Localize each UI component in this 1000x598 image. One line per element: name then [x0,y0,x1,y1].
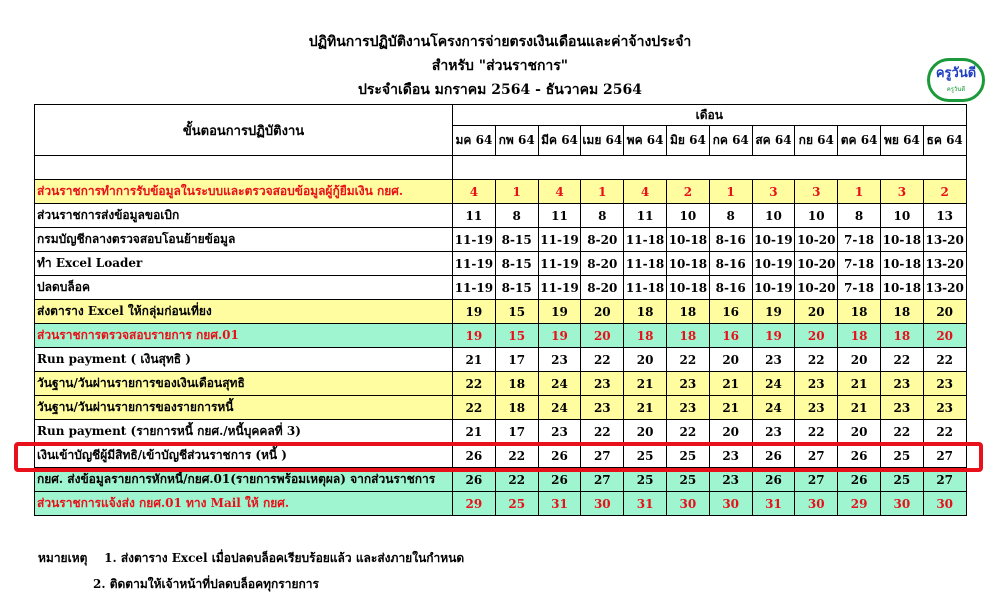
date-cell: 20 [581,324,624,348]
date-cell: 23 [880,396,923,420]
table-row [35,444,967,468]
date-cell: 1 [709,180,752,204]
table-row [35,300,967,324]
date-cell: 30 [709,492,752,516]
step-cell: ทำ Excel Loader [35,252,453,276]
date-cell: 10-19 [752,276,795,300]
remark-line-2 [38,571,464,597]
date-cell: 10 [880,204,923,228]
date-cell: 4 [453,180,496,204]
table-row [35,468,967,492]
date-cell: 21 [838,396,881,420]
date-cell: 21 [453,348,496,372]
date-cell: 23 [880,372,923,396]
date-cell: 8 [495,204,538,228]
date-cell: 23 [923,372,966,396]
step-cell: ส่วนราชการตรวจสอบรายการ กยศ.01 [35,324,453,348]
step-cell: ส่วนราชการแจ้งส่ง กยศ.01 ทาง Mail ให้ กยศ. [35,492,453,516]
step-cell: กยศ. ส่งข้อมูลรายการหักหนี้/กยศ.01(รายการพร้อมเหตุผล) จากส่วนราชการ [35,468,453,492]
date-cell: 25 [880,444,923,468]
date-cell: 11 [453,204,496,228]
date-cell: 31 [538,492,581,516]
step-cell: Run payment (รายการหนี้ กยศ./หนี้บุคคลที่ 3) [35,420,453,444]
date-cell: 31 [624,492,667,516]
date-cell: 23 [709,444,752,468]
date-cell: 25 [624,468,667,492]
date-cell: 13 [923,204,966,228]
date-cell: 30 [923,492,966,516]
step-cell: วันฐาน/วันผ่านรายการของรายการหนี้ [35,396,453,420]
step-cell: Run payment ( เงินสุทธิ ) [35,348,453,372]
schedule-body [35,180,967,516]
date-cell: 10-20 [795,276,838,300]
table-row [35,492,967,516]
date-cell: 24 [752,396,795,420]
date-cell: 25 [666,468,709,492]
step-cell: วันฐาน/วันผ่านรายการของเงินเดือนสุทธิ [35,372,453,396]
date-cell: 22 [666,420,709,444]
date-cell: 25 [666,444,709,468]
date-cell: 8-16 [709,252,752,276]
date-cell: 25 [624,444,667,468]
date-cell: 20 [709,348,752,372]
step-column-header: ขั้นตอนการปฏิบัติงาน [35,105,453,156]
date-cell: 1 [581,180,624,204]
date-cell: 10-18 [666,276,709,300]
date-cell: 20 [838,348,881,372]
date-cell: 8-20 [581,276,624,300]
remark-item-1: 1. ส่งตาราง Excel เมื่อปลดบล็อคเรียบร้อยแล้ว และส่งภายในกำหนด [104,551,465,565]
date-cell: 10-18 [880,276,923,300]
date-cell: 4 [624,180,667,204]
date-cell: 17 [495,348,538,372]
date-cell: 7-18 [838,276,881,300]
date-cell: 17 [495,420,538,444]
date-cell: 27 [581,468,624,492]
period-label: ประจำเดือน มกราคม 2564 - ธันวาคม 2564 [357,82,643,98]
date-cell: 8-16 [709,228,752,252]
date-cell: 26 [838,468,881,492]
date-cell: 8-20 [581,252,624,276]
date-cell: 11-19 [538,252,581,276]
date-cell: 27 [923,444,966,468]
table-row [35,228,967,252]
date-cell: 10-20 [795,228,838,252]
date-cell: 4 [538,180,581,204]
date-cell: 20 [923,324,966,348]
table-row [35,396,967,420]
step-cell: เงินเข้าบัญชีผู้มีสิทธิ/เข้าบัญชีส่วนราชการ (หนี้ ) [35,444,453,468]
date-cell: 22 [795,348,838,372]
date-cell: 3 [752,180,795,204]
step-cell: ส่วนราชการทำการรับข้อมูลในระบบและตรวจสอบข้อมูลผู้กู้ยืมเงิน กยศ. [35,180,453,204]
date-cell: 20 [624,348,667,372]
date-cell: 31 [752,492,795,516]
page-subtitle: สำหรับ "ส่วนราชการ" [431,58,569,74]
step-cell: กรมบัญชีกลางตรวจสอบโอนย้ายข้อมูล [35,228,453,252]
date-cell: 11-18 [624,276,667,300]
date-cell: 27 [923,468,966,492]
remark-line-1 [38,545,464,571]
remarks [38,545,464,597]
date-cell: 30 [666,492,709,516]
date-cell: 10-18 [666,228,709,252]
date-cell: 22 [923,348,966,372]
date-cell: 3 [880,180,923,204]
table-row [35,324,967,348]
date-cell: 27 [795,468,838,492]
date-cell: 23 [581,372,624,396]
date-cell: 18 [838,324,881,348]
date-cell: 25 [495,492,538,516]
date-cell: 23 [666,372,709,396]
date-cell: 11-19 [453,252,496,276]
date-cell: 15 [495,300,538,324]
date-cell: 1 [838,180,881,204]
date-cell: 18 [624,300,667,324]
date-cell: 22 [453,372,496,396]
date-cell: 24 [538,396,581,420]
date-cell: 19 [752,324,795,348]
date-cell: 21 [624,396,667,420]
date-cell: 25 [880,468,923,492]
date-cell: 19 [453,324,496,348]
date-cell: 8-15 [495,228,538,252]
month-header: เมย 64 [581,126,624,156]
schedule-table [34,104,967,516]
date-cell: 10 [752,204,795,228]
date-cell: 18 [880,300,923,324]
date-cell: 2 [666,180,709,204]
date-cell: 11-19 [453,276,496,300]
page-title: ปฏิทินการปฏิบัติงานโครงการจ่ายตรงเงินเดือนและค่าจ้างประจำ [308,34,692,50]
date-cell: 7-18 [838,252,881,276]
date-cell: 26 [752,444,795,468]
date-cell: 11 [538,204,581,228]
date-cell: 18 [838,300,881,324]
date-cell: 18 [666,300,709,324]
date-cell: 8-15 [495,252,538,276]
date-cell: 21 [624,372,667,396]
date-cell: 21 [709,372,752,396]
step-cell: ส่วนราชการส่งข้อมูลขอเบิก [35,204,453,228]
date-cell: 16 [709,300,752,324]
date-cell: 8 [709,204,752,228]
date-cell: 19 [752,300,795,324]
date-cell: 8-15 [495,276,538,300]
date-cell: 11 [624,204,667,228]
date-cell: 18 [666,324,709,348]
date-cell: 27 [795,444,838,468]
table-row [35,252,967,276]
month-group-header: เดือน [453,105,967,126]
date-cell: 8 [581,204,624,228]
date-cell: 23 [666,396,709,420]
date-cell: 7-18 [838,228,881,252]
date-cell: 18 [495,396,538,420]
month-header: ตค 64 [838,126,881,156]
table-row [35,276,967,300]
date-cell: 21 [838,372,881,396]
date-cell: 1 [495,180,538,204]
date-cell: 26 [538,444,581,468]
month-header: มค 64 [453,126,496,156]
date-cell: 23 [752,348,795,372]
date-cell: 22 [581,348,624,372]
logo [927,58,985,102]
date-cell: 20 [709,420,752,444]
date-cell: 15 [495,324,538,348]
date-cell: 24 [752,372,795,396]
date-cell: 20 [624,420,667,444]
date-cell: 23 [581,396,624,420]
date-cell: 29 [453,492,496,516]
month-header: พย 64 [880,126,923,156]
date-cell: 13-20 [923,228,966,252]
table-row [35,420,967,444]
step-cell: ปลดบล็อค [35,276,453,300]
month-header: สค 64 [752,126,795,156]
date-cell: 8-16 [709,276,752,300]
date-cell: 18 [624,324,667,348]
date-cell: 10-20 [795,252,838,276]
date-cell: 30 [795,492,838,516]
date-cell: 18 [880,324,923,348]
date-cell: 16 [709,324,752,348]
date-cell: 23 [538,348,581,372]
date-cell: 11-19 [538,276,581,300]
date-cell: 2 [923,180,966,204]
date-cell: 19 [538,324,581,348]
date-cell: 22 [795,420,838,444]
date-cell: 19 [538,300,581,324]
date-cell: 18 [495,372,538,396]
date-cell: 29 [838,492,881,516]
date-cell: 30 [581,492,624,516]
date-cell: 11-19 [453,228,496,252]
date-cell: 11-19 [538,228,581,252]
date-cell: 22 [453,396,496,420]
date-cell: 20 [838,420,881,444]
logo-text: ครูวันดี [935,66,977,81]
date-cell: 22 [880,348,923,372]
table-row [35,372,967,396]
logo-subtext: ครูวันดี [946,86,966,93]
table-row [35,348,967,372]
date-cell: 8-20 [581,228,624,252]
date-cell: 26 [838,444,881,468]
date-cell: 20 [795,300,838,324]
date-cell: 20 [581,300,624,324]
step-cell: ส่งตาราง Excel ให้กลุ่มก่อนเที่ยง [35,300,453,324]
table-row [35,180,967,204]
date-cell: 23 [795,396,838,420]
date-cell: 3 [795,180,838,204]
date-cell: 22 [495,444,538,468]
month-header: มิย 64 [666,126,709,156]
header-spacer-row [35,156,967,180]
date-cell: 22 [581,420,624,444]
remark-label: หมายเหตุ [38,551,88,565]
month-header: กค 64 [709,126,752,156]
date-cell: 23 [752,420,795,444]
date-cell: 22 [666,348,709,372]
date-cell: 21 [453,420,496,444]
table-row [35,204,967,228]
date-cell: 26 [752,468,795,492]
date-cell: 26 [538,468,581,492]
date-cell: 10-19 [752,252,795,276]
date-cell: 13-20 [923,252,966,276]
date-cell: 10-18 [880,252,923,276]
month-header: ธค 64 [923,126,966,156]
date-cell: 23 [795,372,838,396]
date-cell: 10 [795,204,838,228]
month-header: กพ 64 [495,126,538,156]
date-cell: 19 [453,300,496,324]
date-cell: 10-19 [752,228,795,252]
date-cell: 23 [538,420,581,444]
date-cell: 13-20 [923,276,966,300]
date-cell: 20 [795,324,838,348]
date-cell: 10 [666,204,709,228]
date-cell: 21 [709,396,752,420]
date-cell: 8 [838,204,881,228]
date-cell: 30 [880,492,923,516]
date-cell: 24 [538,372,581,396]
date-cell: 22 [495,468,538,492]
title-block [0,30,1000,102]
remark-item-2: 2. ติดตามให้เจ้าหน้าที่ปลดบล็อคทุกรายการ [93,577,319,591]
date-cell: 10-18 [880,228,923,252]
date-cell: 27 [581,444,624,468]
date-cell: 23 [709,468,752,492]
date-cell: 22 [880,420,923,444]
date-cell: 26 [453,444,496,468]
month-header: กย 64 [795,126,838,156]
date-cell: 23 [923,396,966,420]
date-cell: 11-18 [624,228,667,252]
date-cell: 20 [923,300,966,324]
date-cell: 10-18 [666,252,709,276]
month-header: มีค 64 [538,126,581,156]
date-cell: 26 [453,468,496,492]
date-cell: 22 [923,420,966,444]
month-header: พค 64 [624,126,667,156]
date-cell: 11-18 [624,252,667,276]
